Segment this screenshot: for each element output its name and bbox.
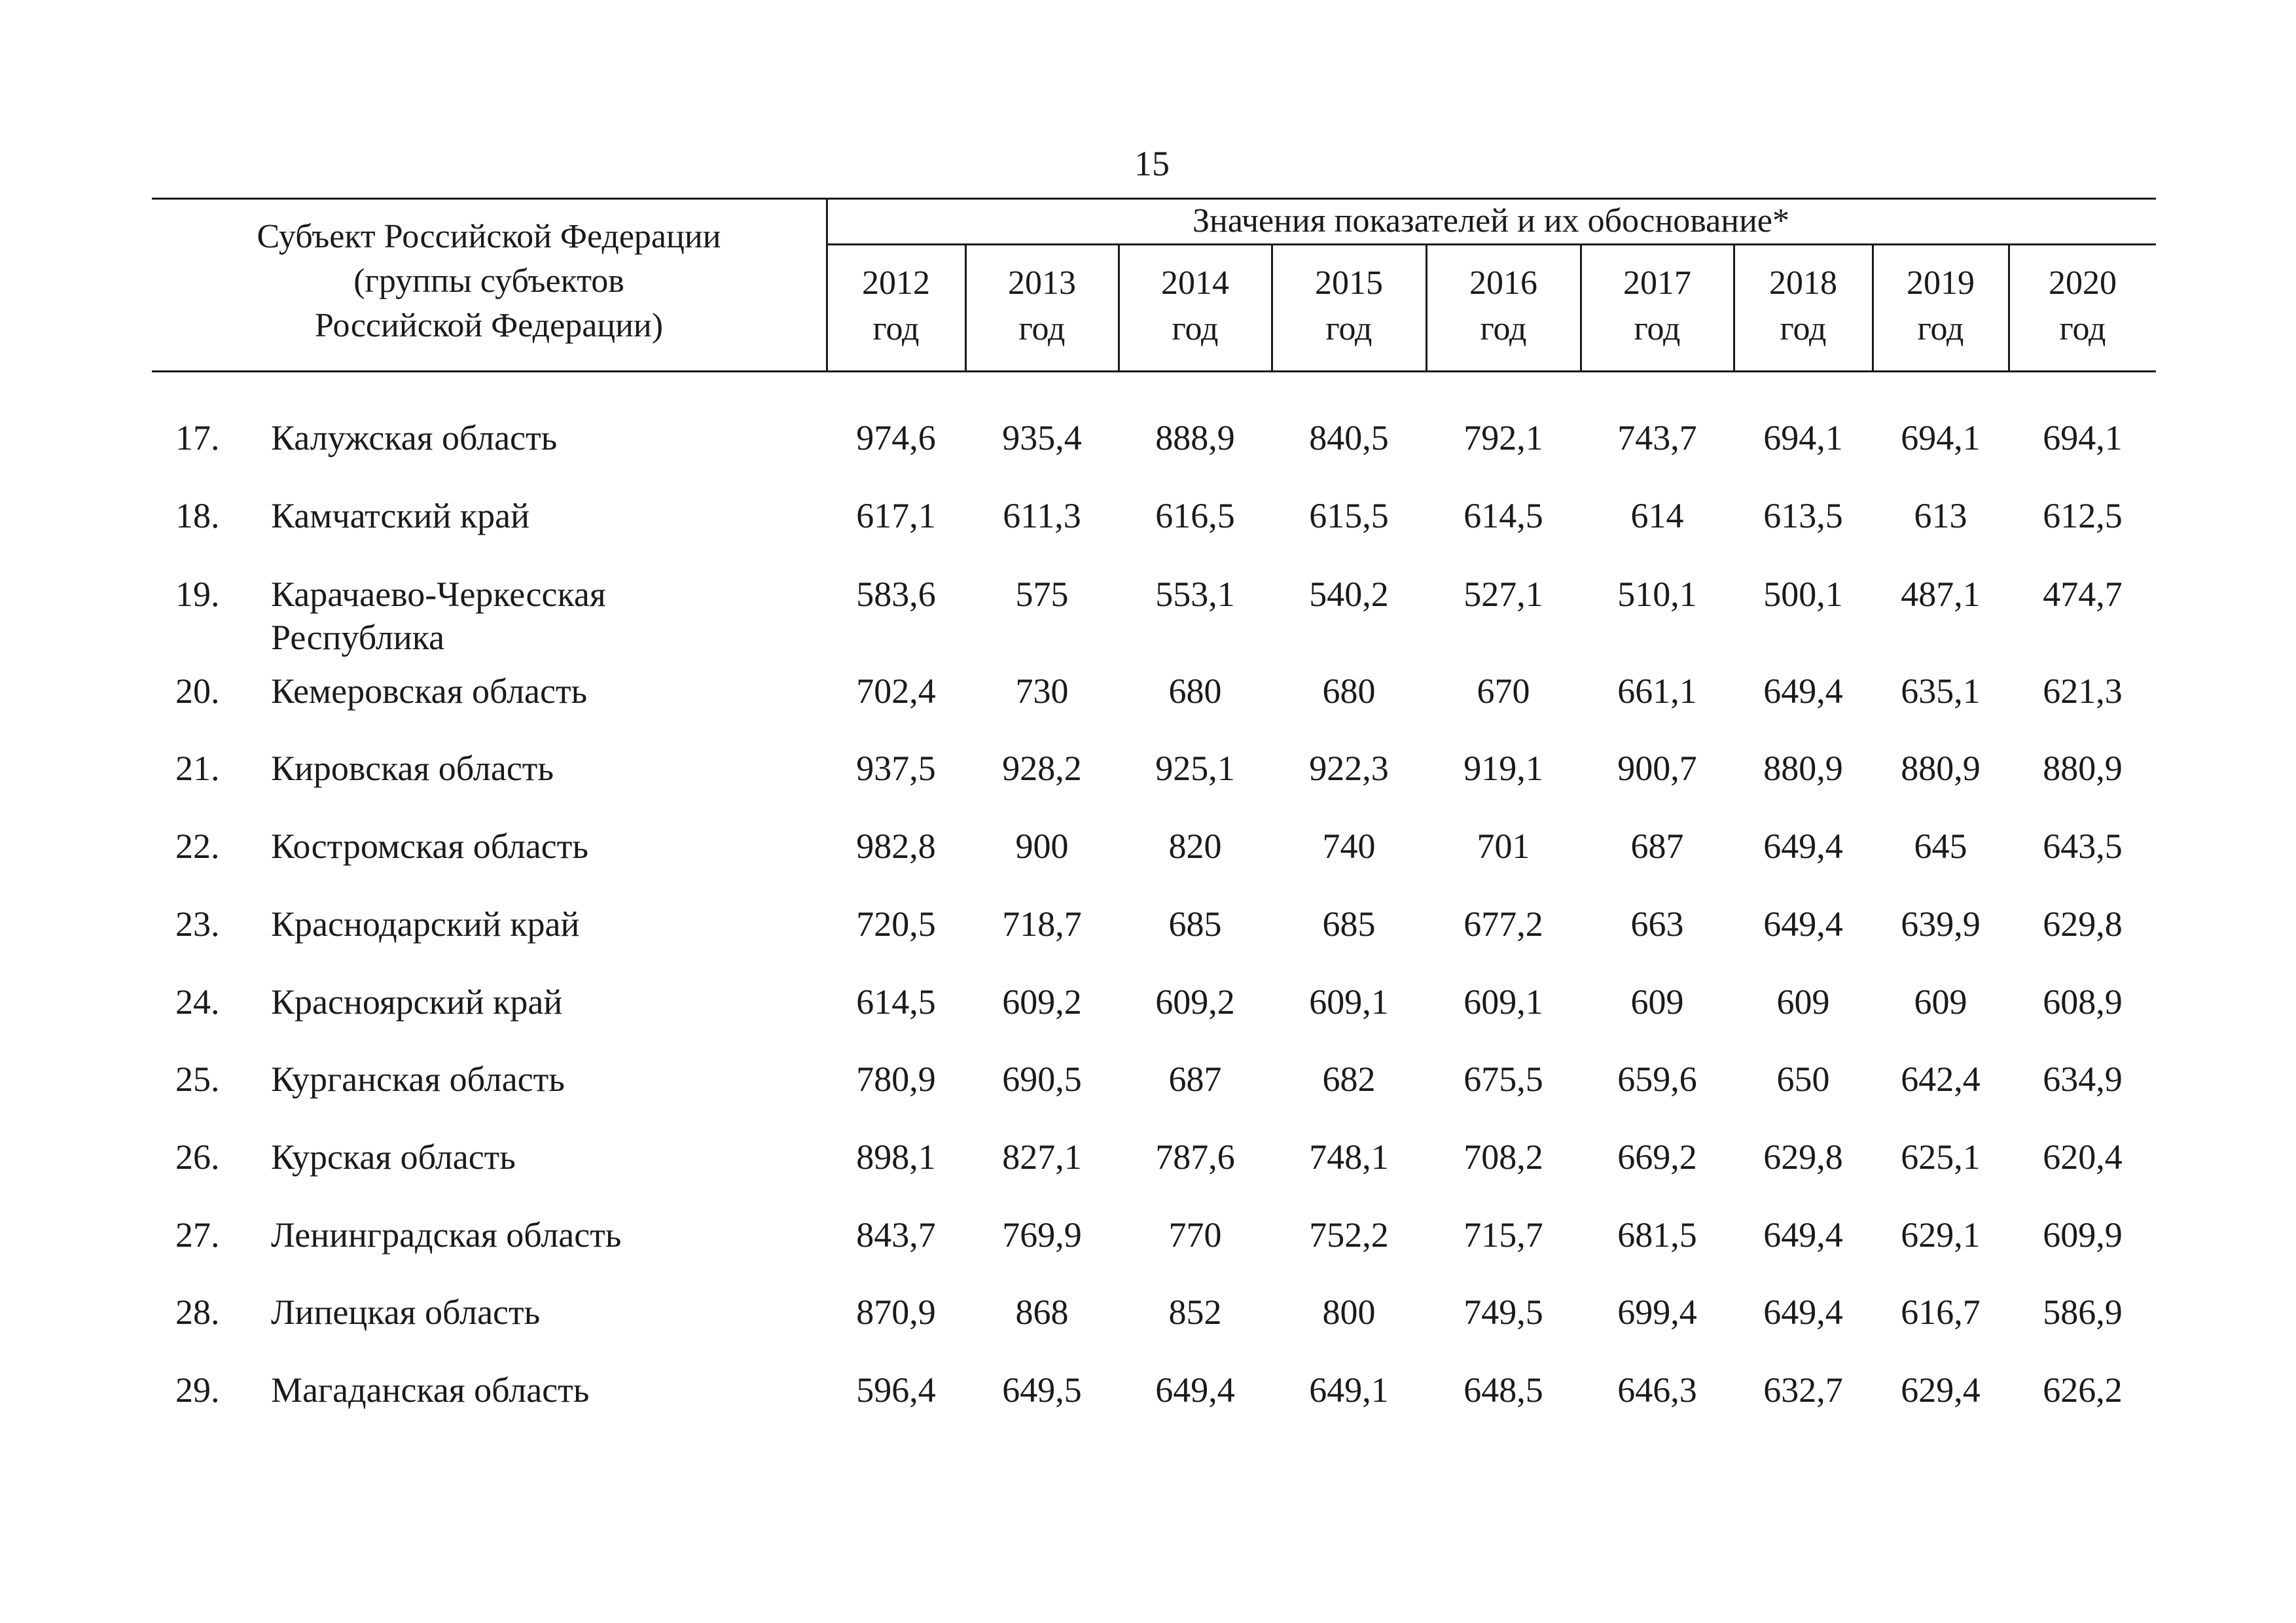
value-2018: 650 bbox=[1776, 1060, 1830, 1099]
table-row bbox=[0, 1058, 2296, 1130]
value-2013: 690,5 bbox=[1002, 1060, 1082, 1099]
value-2020: 609,9 bbox=[2043, 1215, 2123, 1255]
value-2015: 800 bbox=[1322, 1293, 1376, 1332]
subject-name-line: Республика bbox=[271, 618, 445, 657]
subject-name: Калужская область bbox=[271, 418, 558, 457]
year-header-2017: 2017 год bbox=[1623, 264, 1691, 348]
value-2014: 770 bbox=[1168, 1215, 1222, 1255]
value-2018: 613,5 bbox=[1763, 496, 1843, 535]
value-2015: 685 bbox=[1322, 904, 1376, 944]
value-2013: 575 bbox=[1015, 575, 1069, 614]
subject-name: Костромская область bbox=[271, 827, 588, 866]
page-number: 15 bbox=[1134, 144, 1170, 183]
value-2015: 840,5 bbox=[1309, 418, 1389, 457]
row-number: 22. bbox=[175, 827, 220, 866]
value-2020: 629,8 bbox=[2043, 904, 2123, 944]
subject-name: Липецкая область bbox=[271, 1293, 541, 1332]
table-row bbox=[0, 1368, 2296, 1440]
value-2015: 540,2 bbox=[1309, 575, 1389, 614]
value-2020: 612,5 bbox=[2043, 496, 2123, 535]
value-2013: 649,5 bbox=[1002, 1370, 1082, 1410]
value-2017: 669,2 bbox=[1617, 1137, 1697, 1177]
table-row bbox=[0, 573, 2296, 664]
value-2019: 635,1 bbox=[1901, 671, 1981, 711]
value-2014: 852 bbox=[1168, 1293, 1222, 1332]
value-2018: 649,4 bbox=[1763, 1293, 1843, 1332]
subject-name: Ленинградская область bbox=[271, 1215, 622, 1255]
value-2014: 687 bbox=[1168, 1060, 1222, 1099]
value-2015: 752,2 bbox=[1309, 1215, 1389, 1255]
value-2012: 596,4 bbox=[856, 1370, 936, 1410]
value-2020: 626,2 bbox=[2043, 1370, 2123, 1410]
row-number: 26. bbox=[175, 1137, 220, 1177]
row-number: 24. bbox=[175, 982, 220, 1022]
value-2017: 900,7 bbox=[1617, 749, 1697, 788]
value-2016: 614,5 bbox=[1463, 496, 1543, 535]
row-number: 19. bbox=[175, 575, 220, 614]
value-2012: 614,5 bbox=[856, 982, 936, 1022]
subject-name-line: Карачаево-Черкесская bbox=[271, 575, 606, 614]
value-2016: 701 bbox=[1477, 827, 1530, 866]
value-2013: 609,2 bbox=[1002, 982, 1082, 1022]
value-2020: 586,9 bbox=[2043, 1293, 2123, 1332]
value-2014: 820 bbox=[1168, 827, 1222, 866]
value-2013: 928,2 bbox=[1002, 749, 1082, 788]
year-header-2012: 2012 год bbox=[862, 264, 930, 348]
table-row bbox=[0, 494, 2296, 566]
value-2014: 649,4 bbox=[1155, 1370, 1235, 1410]
value-2019: 880,9 bbox=[1901, 749, 1981, 788]
value-2015: 748,1 bbox=[1309, 1137, 1389, 1177]
subject-name: Кировская область bbox=[271, 749, 554, 788]
value-2015: 649,1 bbox=[1309, 1370, 1389, 1410]
value-2014: 925,1 bbox=[1155, 749, 1235, 788]
value-2017: 681,5 bbox=[1617, 1215, 1697, 1255]
subject-header-line: Субъект Российской Федерации bbox=[257, 218, 721, 255]
year-header-2020: 2020 год bbox=[2049, 264, 2117, 348]
value-2012: 843,7 bbox=[856, 1215, 936, 1255]
value-2020: 621,3 bbox=[2043, 671, 2123, 711]
value-2017: 510,1 bbox=[1617, 575, 1697, 614]
value-2016: 527,1 bbox=[1463, 575, 1543, 614]
value-2017: 661,1 bbox=[1617, 671, 1697, 711]
value-2018: 632,7 bbox=[1763, 1370, 1843, 1410]
value-2012: 720,5 bbox=[856, 904, 936, 944]
value-2017: 659,6 bbox=[1617, 1060, 1697, 1099]
year-header-2016: 2016 год bbox=[1469, 264, 1537, 348]
value-2012: 583,6 bbox=[856, 575, 936, 614]
value-2020: 620,4 bbox=[2043, 1137, 2123, 1177]
value-2013: 868 bbox=[1015, 1293, 1069, 1332]
value-2014: 685 bbox=[1168, 904, 1222, 944]
year-header-2014: 2014 год bbox=[1161, 264, 1229, 348]
subject-name bbox=[271, 573, 834, 659]
subject-name: Курганская область bbox=[271, 1060, 565, 1099]
value-2016: 715,7 bbox=[1463, 1215, 1543, 1255]
value-2019: 645 bbox=[1914, 827, 1967, 866]
table-row bbox=[0, 1213, 2296, 1285]
value-2015: 680 bbox=[1322, 671, 1376, 711]
value-2016: 648,5 bbox=[1463, 1370, 1543, 1410]
value-2013: 827,1 bbox=[1002, 1137, 1082, 1177]
table-row bbox=[0, 825, 2296, 897]
value-2014: 787,6 bbox=[1155, 1137, 1235, 1177]
value-2015: 682 bbox=[1322, 1060, 1376, 1099]
value-2019: 625,1 bbox=[1901, 1137, 1981, 1177]
row-number: 21. bbox=[175, 749, 220, 788]
value-2012: 870,9 bbox=[856, 1293, 936, 1332]
value-2017: 699,4 bbox=[1617, 1293, 1697, 1332]
value-2017: 609 bbox=[1630, 982, 1684, 1022]
value-2020: 634,9 bbox=[2043, 1060, 2123, 1099]
value-2020: 474,7 bbox=[2043, 575, 2123, 614]
value-2020: 880,9 bbox=[2043, 749, 2123, 788]
value-2012: 982,8 bbox=[856, 827, 936, 866]
year-header-2019: 2019 год bbox=[1907, 264, 1975, 348]
value-2017: 663 bbox=[1630, 904, 1684, 944]
value-2016: 919,1 bbox=[1463, 749, 1543, 788]
value-2019: 694,1 bbox=[1901, 418, 1981, 457]
value-2016: 677,2 bbox=[1463, 904, 1543, 944]
subject-header-line: (группы субъектов bbox=[353, 262, 624, 300]
table-row bbox=[0, 669, 2296, 741]
value-2014: 553,1 bbox=[1155, 575, 1235, 614]
row-number: 28. bbox=[175, 1293, 220, 1332]
value-2019: 639,9 bbox=[1901, 904, 1981, 944]
value-2012: 898,1 bbox=[856, 1137, 936, 1177]
row-number: 17. bbox=[175, 418, 220, 457]
value-2015: 615,5 bbox=[1309, 496, 1389, 535]
value-2013: 730 bbox=[1015, 671, 1069, 711]
value-2016: 609,1 bbox=[1463, 982, 1543, 1022]
year-header-2013: 2013 год bbox=[1008, 264, 1076, 348]
value-2016: 749,5 bbox=[1463, 1293, 1543, 1332]
value-2018: 649,4 bbox=[1763, 904, 1843, 944]
value-2012: 937,5 bbox=[856, 749, 936, 788]
value-2012: 780,9 bbox=[856, 1060, 936, 1099]
row-number: 27. bbox=[175, 1215, 220, 1255]
subject-name: Камчатский край bbox=[271, 496, 530, 535]
subject-header-line: Российской Федерации) bbox=[314, 307, 664, 344]
value-2019: 487,1 bbox=[1901, 575, 1981, 614]
values-column-header: Значения показателей и их обоснование* bbox=[1192, 202, 1789, 240]
value-2018: 649,4 bbox=[1763, 671, 1843, 711]
row-number: 25. bbox=[175, 1060, 220, 1099]
value-2017: 614 bbox=[1630, 496, 1684, 535]
value-2012: 702,4 bbox=[856, 671, 936, 711]
table-row bbox=[0, 1135, 2296, 1207]
value-2013: 718,7 bbox=[1002, 904, 1082, 944]
value-2018: 609 bbox=[1776, 982, 1830, 1022]
value-2016: 792,1 bbox=[1463, 418, 1543, 457]
row-number: 20. bbox=[175, 671, 220, 711]
value-2015: 922,3 bbox=[1309, 749, 1389, 788]
value-2019: 629,1 bbox=[1901, 1215, 1981, 1255]
value-2017: 743,7 bbox=[1617, 418, 1697, 457]
value-2019: 609 bbox=[1914, 982, 1967, 1022]
value-2014: 680 bbox=[1168, 671, 1222, 711]
value-2012: 974,6 bbox=[856, 418, 936, 457]
row-number: 18. bbox=[175, 496, 220, 535]
value-2020: 608,9 bbox=[2043, 982, 2123, 1022]
value-2019: 613 bbox=[1914, 496, 1967, 535]
table-row bbox=[0, 980, 2296, 1052]
row-number: 29. bbox=[175, 1370, 220, 1410]
year-header-2015: 2015 год bbox=[1315, 264, 1383, 348]
value-2018: 694,1 bbox=[1763, 418, 1843, 457]
value-2014: 888,9 bbox=[1155, 418, 1235, 457]
value-2019: 642,4 bbox=[1901, 1060, 1981, 1099]
value-2020: 643,5 bbox=[2043, 827, 2123, 866]
value-2019: 616,7 bbox=[1901, 1293, 1981, 1332]
subject-name: Красноярский край bbox=[271, 982, 563, 1022]
year-header-2018: 2018 год bbox=[1769, 264, 1837, 348]
subject-name: Курская область bbox=[271, 1137, 516, 1177]
value-2014: 609,2 bbox=[1155, 982, 1235, 1022]
value-2013: 900 bbox=[1015, 827, 1069, 866]
value-2015: 740 bbox=[1322, 827, 1376, 866]
subject-name: Кемеровская область bbox=[271, 671, 588, 711]
value-2013: 935,4 bbox=[1002, 418, 1082, 457]
value-2014: 616,5 bbox=[1155, 496, 1235, 535]
value-2018: 880,9 bbox=[1763, 749, 1843, 788]
value-2012: 617,1 bbox=[856, 496, 936, 535]
value-2015: 609,1 bbox=[1309, 982, 1389, 1022]
value-2013: 769,9 bbox=[1002, 1215, 1082, 1255]
table-row bbox=[0, 747, 2296, 819]
value-2018: 500,1 bbox=[1763, 575, 1843, 614]
subject-name: Магаданская область bbox=[271, 1370, 590, 1410]
table-row bbox=[0, 1291, 2296, 1363]
value-2016: 708,2 bbox=[1463, 1137, 1543, 1177]
value-2017: 646,3 bbox=[1617, 1370, 1697, 1410]
value-2020: 694,1 bbox=[2043, 418, 2123, 457]
value-2013: 611,3 bbox=[1003, 496, 1081, 535]
value-2018: 629,8 bbox=[1763, 1137, 1843, 1177]
value-2018: 649,4 bbox=[1763, 1215, 1843, 1255]
subject-name: Краснодарский край bbox=[271, 904, 580, 944]
value-2016: 675,5 bbox=[1463, 1060, 1543, 1099]
value-2018: 649,4 bbox=[1763, 827, 1843, 866]
value-2017: 687 bbox=[1630, 827, 1684, 866]
value-2016: 670 bbox=[1477, 671, 1530, 711]
table-row bbox=[0, 416, 2296, 488]
value-2019: 629,4 bbox=[1901, 1370, 1981, 1410]
table-row bbox=[0, 902, 2296, 974]
row-number: 23. bbox=[175, 904, 220, 944]
